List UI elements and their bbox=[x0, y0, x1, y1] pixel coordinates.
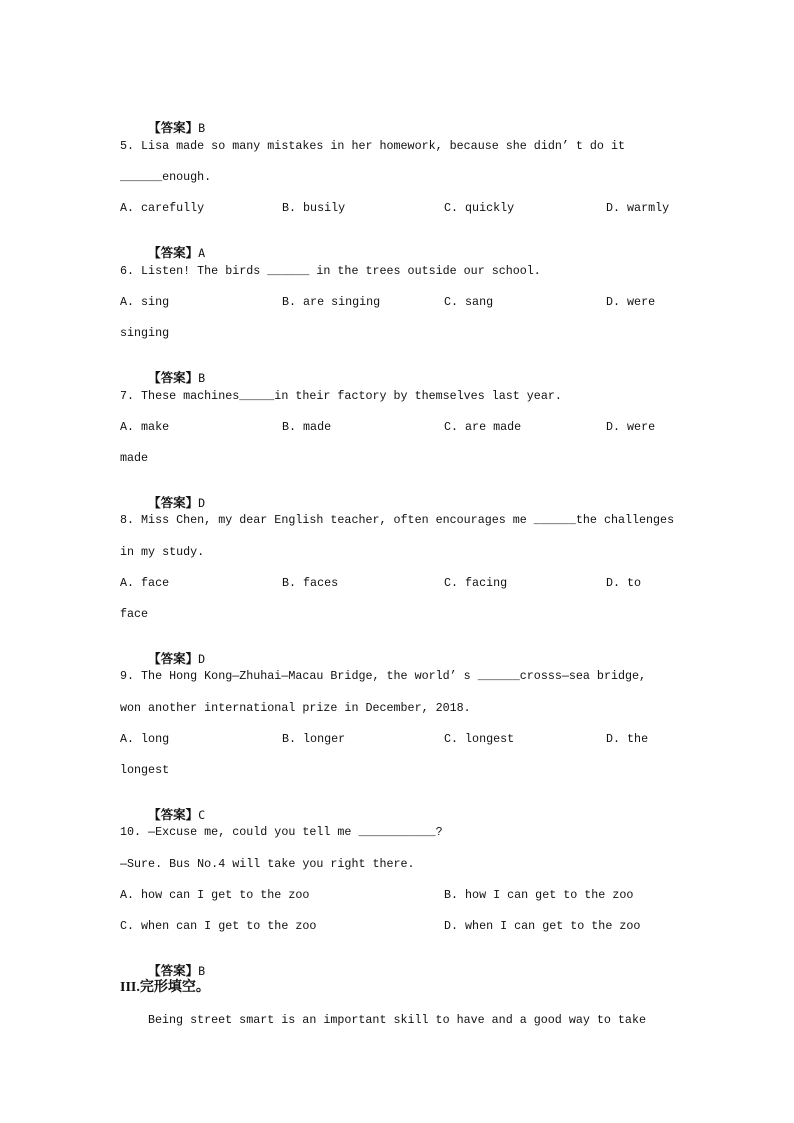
option-a: A. face bbox=[120, 576, 170, 590]
option-c: C. longest bbox=[444, 732, 515, 746]
option-b: B. busily bbox=[282, 201, 346, 215]
answer-choice: B bbox=[198, 371, 206, 385]
passage-line: Being street smart is an important skill to have and a good way to take bbox=[148, 1013, 646, 1027]
option-d: D. when I can get to the zoo bbox=[444, 919, 641, 933]
answer-label: 【答案】 bbox=[148, 963, 199, 978]
question-stem: 9. The Hong Kong—Zhuhai—Macau Bridge, the world’ s ______crosss—sea bridge, bbox=[120, 669, 647, 683]
answer-choice: B bbox=[198, 121, 206, 135]
question-stem: 6. Listen! The birds ______ in the trees outside our school. bbox=[120, 264, 541, 278]
question-stem: 10. —Excuse me, could you tell me ___________? bbox=[120, 825, 443, 839]
answer-choice: A bbox=[198, 246, 206, 260]
question-stem: won another international prize in December, 2018. bbox=[120, 701, 471, 715]
option-d: D. were bbox=[606, 420, 656, 434]
option-wrap: singing bbox=[120, 326, 170, 340]
option-a: A. long bbox=[120, 732, 170, 746]
question-stem: ______enough. bbox=[120, 170, 212, 184]
answer-label: 【答案】 bbox=[148, 651, 199, 666]
option-b: B. how I can get to the zoo bbox=[444, 888, 634, 902]
answer-choice: D bbox=[198, 652, 206, 666]
option-d: D. warmly bbox=[606, 201, 670, 215]
option-c: C. quickly bbox=[444, 201, 515, 215]
option-b: B. made bbox=[282, 420, 332, 434]
option-c: C. are made bbox=[444, 420, 522, 434]
option-d: D. to bbox=[606, 576, 642, 590]
option-b: B. are singing bbox=[282, 295, 381, 309]
option-wrap: made bbox=[120, 451, 149, 465]
question-stem: —Sure. Bus No.4 will take you right there. bbox=[120, 857, 415, 871]
option-d: D. the bbox=[606, 732, 649, 746]
option-c: C. facing bbox=[444, 576, 508, 590]
question-stem: 7. These machines_____in their factory by themselves last year. bbox=[120, 389, 562, 403]
option-a: A. how can I get to the zoo bbox=[120, 888, 310, 902]
answer-label: 【答案】 bbox=[148, 120, 199, 135]
section-heading: III.完形填空。 bbox=[120, 980, 210, 995]
answer-choice: B bbox=[198, 964, 206, 978]
option-a: A. sing bbox=[120, 295, 170, 309]
option-b: B. faces bbox=[282, 576, 339, 590]
option-a: A. carefully bbox=[120, 201, 205, 215]
option-a: A. make bbox=[120, 420, 170, 434]
answer-choice: C bbox=[198, 808, 206, 822]
question-stem: 8. Miss Chen, my dear English teacher, often encourages me ______the challenges bbox=[120, 513, 675, 527]
option-d: D. were bbox=[606, 295, 656, 309]
question-stem: in my study. bbox=[120, 545, 205, 559]
option-wrap: face bbox=[120, 607, 149, 621]
option-b: B. longer bbox=[282, 732, 346, 746]
answer-label: 【答案】 bbox=[148, 245, 199, 260]
answer-label: 【答案】 bbox=[148, 807, 199, 822]
option-c: C. sang bbox=[444, 295, 494, 309]
option-wrap: longest bbox=[120, 763, 170, 777]
answer-label: 【答案】 bbox=[148, 370, 199, 385]
answer-choice: D bbox=[198, 496, 206, 510]
question-stem: 5. Lisa made so many mistakes in her homework, because she didn’ t do it bbox=[120, 139, 625, 153]
answer-label: 【答案】 bbox=[148, 495, 199, 510]
option-c: C. when can I get to the zoo bbox=[120, 919, 317, 933]
